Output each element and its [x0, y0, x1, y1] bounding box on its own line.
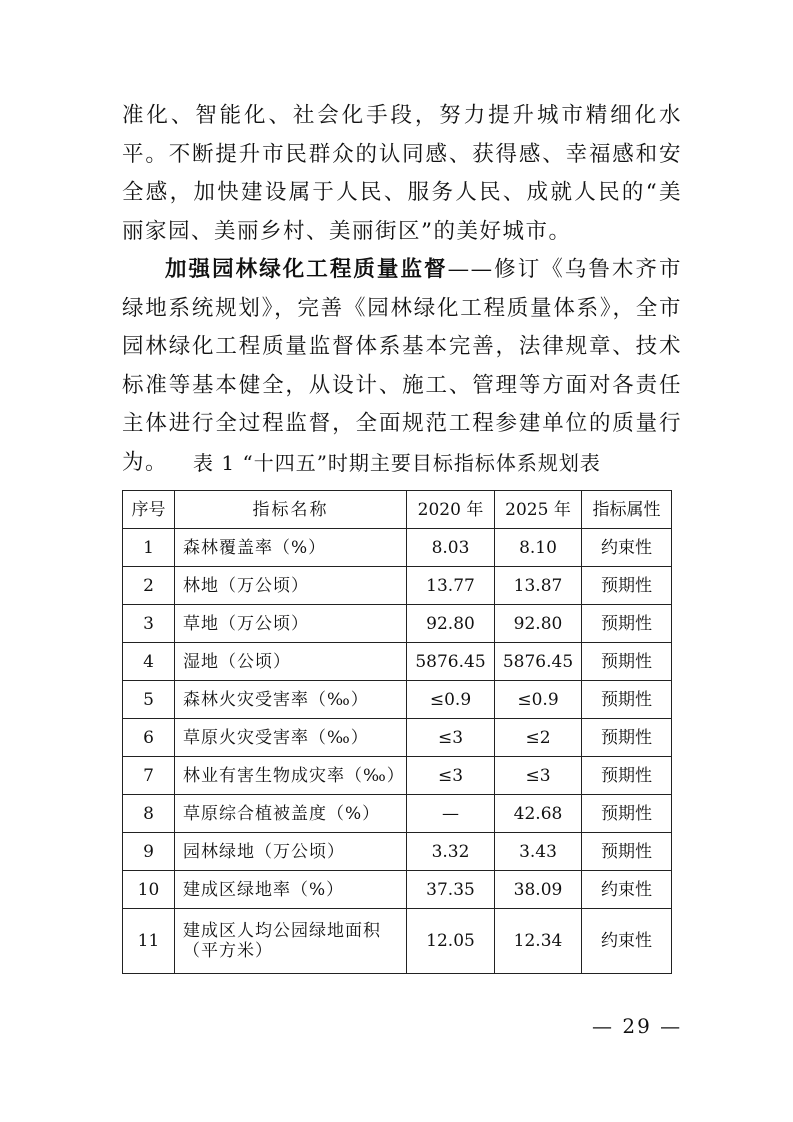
cell-value-2020: — [407, 795, 495, 833]
page-number: — 29 — [592, 1014, 683, 1038]
cell-value-2025: 13.87 [495, 567, 582, 605]
cell-value-2020: 8.03 [407, 529, 495, 567]
cell-value-2020: ≤3 [407, 757, 495, 795]
table-row [123, 681, 672, 719]
cell-value-2025: ≤3 [495, 757, 582, 795]
cell-value-2020: 12.05 [407, 909, 495, 974]
table-row [123, 643, 672, 681]
cell-index: 7 [123, 757, 175, 795]
header-year-2020: 2020 年 [407, 491, 495, 529]
cell-index: 8 [123, 795, 175, 833]
cell-value-2025: 38.09 [495, 871, 582, 909]
indicator-table [122, 490, 672, 974]
cell-value-2020: 5876.45 [407, 643, 495, 681]
cell-indicator-name: 湿地（公顷） [175, 643, 407, 681]
header-indicator-name: 指标名称 [175, 491, 407, 529]
cell-value-2020: ≤3 [407, 719, 495, 757]
cell-value-2025: 8.10 [495, 529, 582, 567]
cell-indicator-name: 草原综合植被盖度（%） [175, 795, 407, 833]
cell-value-2025: 92.80 [495, 605, 582, 643]
cell-attribute: 预期性 [582, 757, 672, 795]
cell-value-2020: ≤0.9 [407, 681, 495, 719]
table-row [123, 605, 672, 643]
cell-index: 11 [123, 909, 175, 974]
cell-attribute: 预期性 [582, 567, 672, 605]
table-row [123, 909, 672, 974]
cell-attribute: 约束性 [582, 529, 672, 567]
cell-index: 6 [123, 719, 175, 757]
cell-index: 4 [123, 643, 175, 681]
table-row [123, 833, 672, 871]
header-year-2025: 2025 年 [495, 491, 582, 529]
cell-attribute: 预期性 [582, 795, 672, 833]
cell-attribute: 预期性 [582, 643, 672, 681]
cell-attribute: 预期性 [582, 605, 672, 643]
table-row [123, 719, 672, 757]
header-index: 序号 [123, 491, 175, 529]
header-attribute: 指标属性 [582, 491, 672, 529]
cell-value-2025: ≤2 [495, 719, 582, 757]
cell-value-2025: ≤0.9 [495, 681, 582, 719]
table-row [123, 795, 672, 833]
cell-indicator-name: 建成区人均公园绿地面积（平方米） [175, 909, 407, 974]
cell-indicator-name: 建成区绿地率（%） [175, 871, 407, 909]
cell-attribute: 预期性 [582, 833, 672, 871]
table-caption: 表 1 “十四五”时期主要目标指标体系规划表 [193, 451, 601, 475]
cell-index: 3 [123, 605, 175, 643]
cell-value-2025: 3.43 [495, 833, 582, 871]
paragraph-body: ——修订《乌鲁木齐市绿地系统规划》，完善《园林绿化工程质量体系》，全市园林绿化工程质量监督体系基本完善，法律规章、技术标准等基本健全，从设计、施工、管理等方面对各责任主体进行全过程监督，全面规范工程参建单位的质量行为。 [122, 257, 682, 475]
cell-index: 5 [123, 681, 175, 719]
table-row [123, 529, 672, 567]
cell-index: 10 [123, 871, 175, 909]
cell-indicator-name: 园林绿地（万公顷） [175, 833, 407, 871]
cell-indicator-name: 林地（万公顷） [175, 567, 407, 605]
cell-attribute: 约束性 [582, 909, 672, 974]
table-header-row [123, 491, 672, 529]
cell-indicator-name: 森林火灾受害率（‰） [175, 681, 407, 719]
cell-value-2025: 5876.45 [495, 643, 582, 681]
cell-value-2020: 92.80 [407, 605, 495, 643]
cell-value-2020: 13.77 [407, 567, 495, 605]
cell-indicator-name: 林业有害生物成灾率（‰） [175, 757, 407, 795]
cell-value-2020: 3.32 [407, 833, 495, 871]
cell-value-2025: 42.68 [495, 795, 582, 833]
cell-value-2020: 37.35 [407, 871, 495, 909]
cell-attribute: 约束性 [582, 871, 672, 909]
cell-index: 2 [123, 567, 175, 605]
cell-indicator-name: 草原火灾受害率（‰） [175, 719, 407, 757]
paragraph-urban-management: 准化、智能化、社会化手段，努力提升城市精细化水平。不断提升市民群众的认同感、获得感、幸福感和安全感，加快建设属于人民、服务人民、成就人民的“美丽家园、美丽乡村、美丽街区”的美好城市。 [122, 103, 682, 244]
table-row [123, 757, 672, 795]
table-row [123, 567, 672, 605]
paragraph-lead-heading: 加强园林绿化工程质量监督 [165, 257, 448, 282]
table-row [123, 871, 672, 909]
cell-index: 9 [123, 833, 175, 871]
table-body [123, 529, 672, 974]
cell-value-2025: 12.34 [495, 909, 582, 974]
cell-attribute: 预期性 [582, 681, 672, 719]
cell-attribute: 预期性 [582, 719, 672, 757]
cell-index: 1 [123, 529, 175, 567]
cell-indicator-name: 草地（万公顷） [175, 605, 407, 643]
cell-indicator-name: 森林覆盖率（%） [175, 529, 407, 567]
